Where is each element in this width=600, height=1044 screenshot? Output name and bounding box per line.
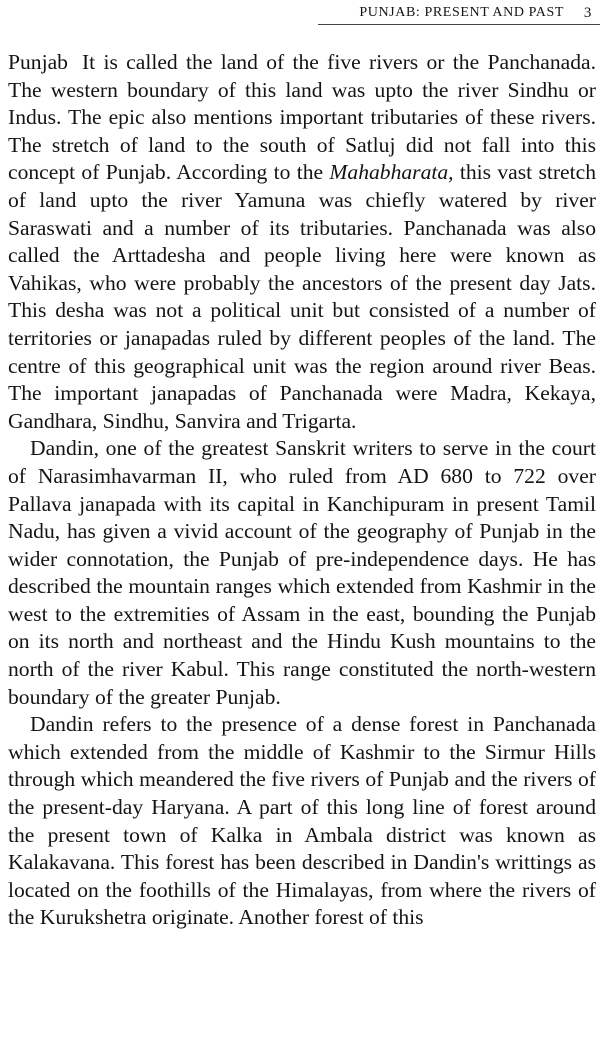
paragraph-text: It is called the land of the five rivers or the Panchanada. The western boundary of this land was upto the river Sindhu or Indus. The epic also mentions important tributaries of these rivers. The stretch of land to the south of Satluj did not fall into this concept of Punjab. According to the	[8, 50, 596, 185]
paragraph-dandin: Dandin, one of the greatest Sanskrit writers to serve in the court of Narasimhavarman II, who ruled from AD 680 to 722 over Pallava janapada with its capital in Kanchipuram in present Tamil Nadu, has given a vivid account of the geography of Punjab in the wider connotation, the Punjab of pre-independence days. He has described the mountain ranges which extended from Kashmir in the west to the extremities of Assam in the east, bounding the Punjab on its north and northeast and the Hindu Kush mountains to the north of the river Kabul. This range constituted the north-western boundary of the greater Punjab.	[8, 436, 596, 709]
page-number: 3	[583, 5, 592, 21]
running-header	[0, 0, 600, 22]
running-title: PUNJAB: PRESENT AND PAST	[359, 5, 564, 20]
paragraph-punjab	[8, 49, 596, 435]
header-rule	[318, 24, 600, 25]
lead-term: Punjab	[8, 50, 68, 74]
paragraph-text: this vast stretch of land upto the river Yamuna was chiefly watered by river Saraswati and a number of its tributaries. Panchanada was also called the Arttadesha and people living here were known as Vahikas, who were probably the ancestors of the present day Jats. This desha was not a political unit but consisted of a number of territories or janapadas ruled by different peoples of the land. The centre of this geographical unit was the region around river Beas. The important janapadas of Panchanada were Madra, Kekaya, Gandhara, Sindhu, Sanvira and Trigarta.	[8, 160, 596, 433]
italic-title: Mahabharata,	[329, 160, 454, 185]
paragraph-forest: Dandin refers to the presence of a dense forest in Panchanada which extended from the middle of Kashmir to the Sirmur Hills through which meandered the five rivers of Punjab and the rivers of the present-day Haryana. A part of this long line of forest around the present town of Kalka in Ambala district was known as Kalakavana. This forest has been described in Dandin's writtings as located on the foothills of the Himalayas, from where the rivers of the Kurukshetra originate. Another forest of this	[8, 712, 596, 930]
body-text	[8, 49, 596, 932]
